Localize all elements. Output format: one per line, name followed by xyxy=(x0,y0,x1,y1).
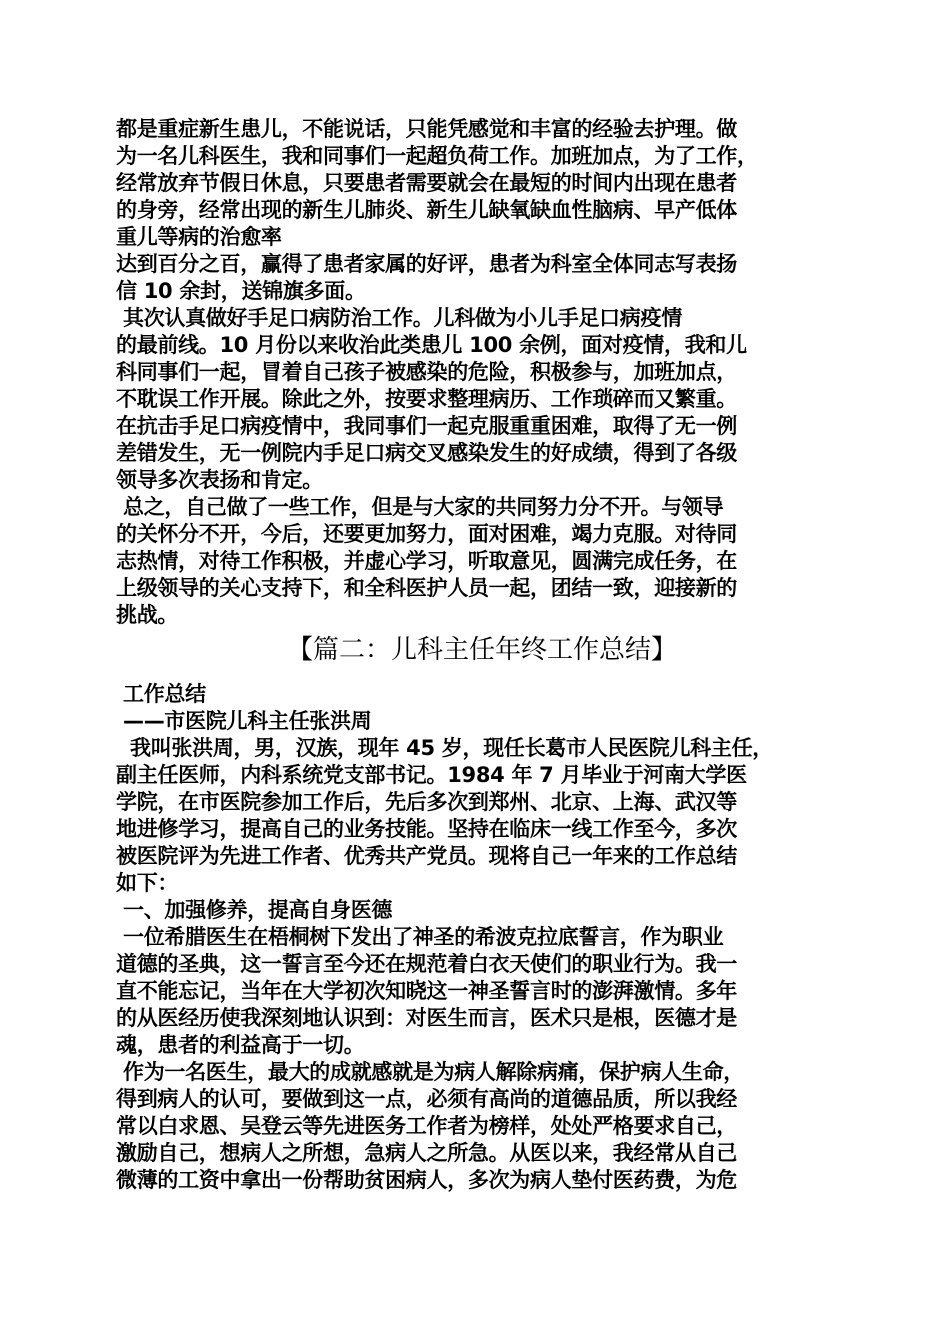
section-two-text xyxy=(116,681,848,1194)
text-line: 上级领导的关心支持下，和全科医护人员一起，团结一致，迎接新的 xyxy=(116,576,737,600)
text-line: 直不能忘记，当年在大学初次知晓这一神圣誓言时的澎湃激情。多年 xyxy=(116,979,737,1003)
text-line: 信 10 余封，送锦旗多面。 xyxy=(116,279,366,303)
text-line: 总之，自己做了一些工作，但是与大家的共同努力分不开。与领导 xyxy=(116,495,724,519)
text-line: 学院，在市医院参加工作后，先后多次到郑州、北京、上海、武汉等 xyxy=(116,790,737,814)
text-line: 为一名儿科医生，我和同事们一起超负荷工作。加班加点，为了工作， xyxy=(116,144,758,168)
text-line: 经常放弃节假日休息，只要患者需要就会在最短的时间内出现在患者 xyxy=(116,171,737,195)
text-line: 激励自己，想病人之所想，急病人之所急。从医以来，我经常从自己 xyxy=(116,1141,737,1165)
text-line: 如下： xyxy=(116,871,179,895)
text-line: 常以白求恩、吴登云等先进医务工作者为榜样，处处严格要求自己， xyxy=(116,1114,737,1138)
text-line: 工作总结 xyxy=(116,682,206,706)
text-line: 地进修学习，提高自己的业务技能。坚持在临床一线工作至今，多次 xyxy=(116,817,737,841)
text-line: 达到百分之百，赢得了患者家属的好评，患者为科室全体同志写表扬 xyxy=(116,252,737,276)
text-line: 作为一名医生，最大的成就感就是为病人解除病痛，保护病人生命， xyxy=(116,1060,745,1084)
text-line: 的身旁，经常出现的新生儿肺炎、新生儿缺氧缺血性脑病、早产低体 xyxy=(116,198,737,222)
text-line: 得到病人的认可，要做到这一点，必须有高尚的道德品质，所以我经 xyxy=(116,1087,737,1111)
text-line: 的关怀分不开，今后，还要更加努力，面对困难，竭力克服。对待同 xyxy=(116,522,737,546)
text-line: 领导多次表扬和肯定。 xyxy=(116,468,323,492)
text-line: 的最前线。10 月份以来收治此类患儿 100 余例，面对疫情，我和儿 xyxy=(116,333,747,357)
text-line: 科同事们一起，冒着自己孩子被感染的危险，积极参与，加班加点， xyxy=(116,360,737,384)
text-line: 道德的圣典，这一誓言至今还在规范着白衣天使们的职业行为。我一 xyxy=(116,952,737,976)
text-line: 一位希腊医生在梧桐树下发出了神圣的希波克拉底誓言，作为职业 xyxy=(116,925,724,949)
section-two-heading: 【篇二：儿科主任年终工作总结】 xyxy=(286,635,677,665)
document-page xyxy=(116,116,848,1194)
text-line: 一、加强修养，提高自身医德 xyxy=(116,898,393,922)
text-line: 差错发生，无一例院内手足口病交叉感染发生的好成绩，得到了各级 xyxy=(116,441,737,465)
text-line: 志热情，对待工作积极，并虚心学习，听取意见，圆满完成任务，在 xyxy=(116,549,737,573)
text-line: 都是重症新生患儿，不能说话，只能凭感觉和丰富的经验去护理。做 xyxy=(116,117,737,141)
text-line: 微薄的工资中拿出一份帮助贫困病人，多次为病人垫付医药费，为危 xyxy=(116,1168,737,1192)
text-line: 在抗击手足口病疫情中，我同事们一起克服重重困难，取得了无一例 xyxy=(116,414,737,438)
text-line: 不耽误工作开展。除此之外，按要求整理病历、工作琐碎而又繁重。 xyxy=(116,387,737,411)
text-line: 魂，患者的利益高于一切。 xyxy=(116,1033,365,1057)
text-line: 的从医经历使我深刻地认识到：对医生而言，医术只是根，医德才是 xyxy=(116,1006,737,1030)
text-line: 我叫张洪周，男，汉族，现年 45 岁，现任长葛市人民医院儿科主任， xyxy=(116,736,773,760)
text-line: 重儿等病的治愈率 xyxy=(116,225,282,249)
text-line: 挑战。 xyxy=(116,603,179,627)
text-line: 其次认真做好手足口病防治工作。儿科做为小儿手足口病疫情 xyxy=(116,306,682,330)
text-line: ——市医院儿科主任张洪周 xyxy=(116,709,372,733)
text-line: 副主任医师，内科系统党支部书记。1984 年 7 月毕业于河南大学医 xyxy=(116,763,747,787)
section-one-text xyxy=(116,116,848,629)
text-line: 被医院评为先进工作者、优秀共产党员。现将自己一年来的工作总结 xyxy=(116,844,737,868)
